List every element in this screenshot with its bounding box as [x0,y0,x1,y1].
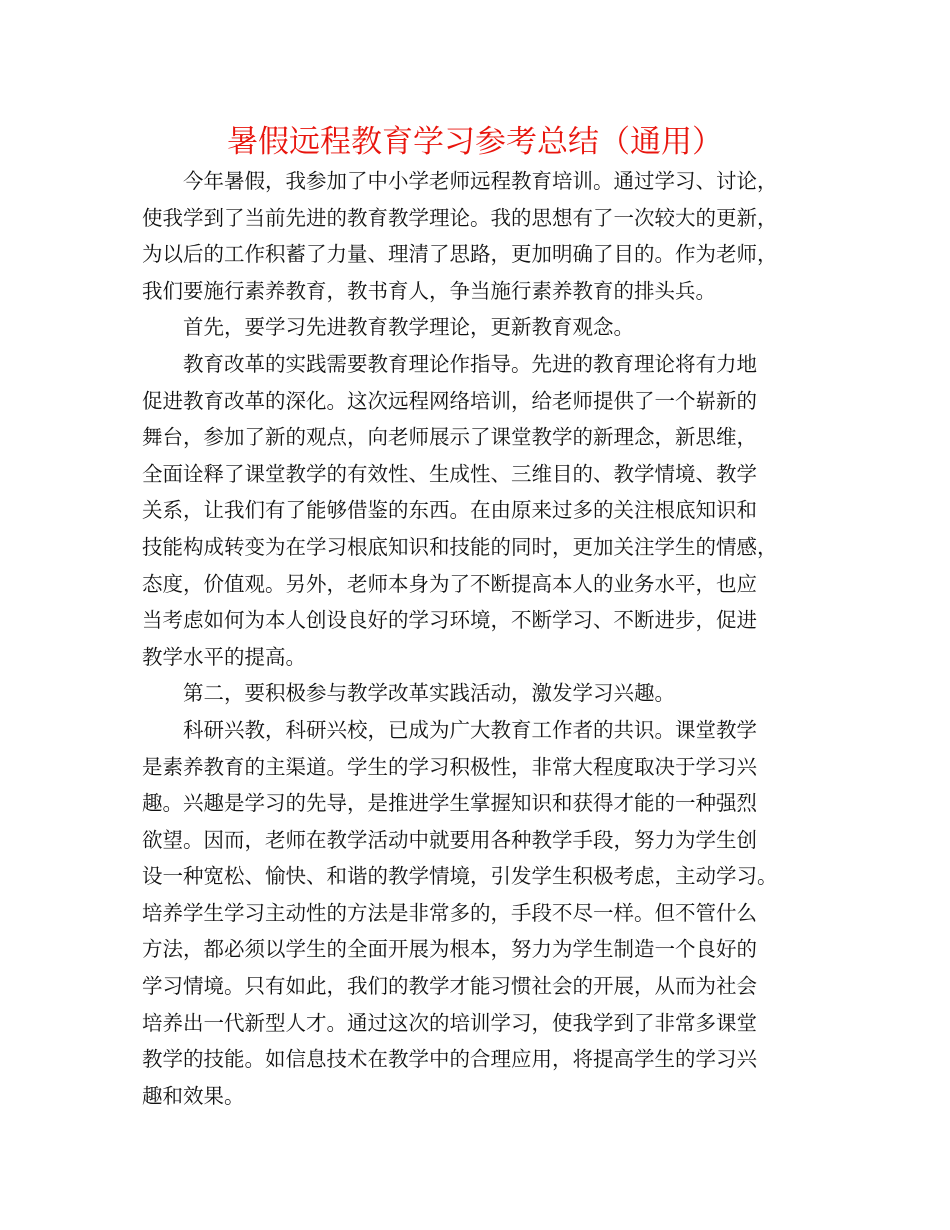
body-line: 关系，让我们有了能够借鉴的东西。在由原来过多的关注根底知识和 [142,498,757,523]
body-line: 培养学生学习主动性的方法是非常多的，手段不尽一样。但不管什么 [142,900,757,925]
body-line: 第二，要积极参与教学改革实践活动，激发学习兴趣。 [183,681,675,706]
body-line: 使我学到了当前先进的教育教学理论。我的思想有了一次较大的更新， [142,205,778,230]
body-line: 舞台，参加了新的观点，向老师展示了课堂教学的新理念，新思维， [142,425,757,450]
document-body [142,163,842,1114]
body-line: 教学水平的提高。 [142,644,306,669]
body-line: 科研兴教，科研兴校，已成为广大教育工作者的共识。课堂教学 [183,717,757,742]
body-line: 方法，都必须以学生的全面开展为根本，努力为学生制造一个良好的 [142,937,757,962]
body-line: 趣和效果。 [142,1083,245,1108]
body-line: 我们要施行素养教育，教书育人，争当施行素养教育的排头兵。 [142,278,716,303]
document-title: 暑假远程教育学习参考总结（通用） [227,124,723,160]
body-line: 趣。兴趣是学习的先导，是推进学生掌握知识和获得才能的一种强烈 [142,791,757,816]
body-line: 设一种宽松、愉快、和谐的教学情境，引发学生积极考虑，主动学习。 [142,864,778,889]
body-line: 促进教育改革的深化。这次远程网络培训，给老师提供了一个崭新的 [142,388,757,413]
body-line: 教学的技能。如信息技术在教学中的合理应用，将提高学生的学习兴 [142,1047,757,1072]
body-line: 是素养教育的主渠道。学生的学习积极性，非常大程度取决于学习兴 [142,754,757,779]
body-line: 为以后的工作积蓄了力量、理清了思路，更加明确了目的。作为老师， [142,242,778,267]
body-line: 学习情境。只有如此，我们的教学才能习惯社会的开展，从而为社会 [142,974,757,999]
body-line: 首先，要学习先进教育教学理论，更新教育观念。 [183,315,634,340]
body-line: 态度，价值观。另外，老师本身为了不断提高本人的业务水平，也应 [142,571,757,596]
body-line: 教育改革的实践需要教育理论作指导。先进的教育理论将有力地 [183,351,757,376]
body-line: 当考虑如何为本人创设良好的学习环境，不断学习、不断进步，促进 [142,608,757,633]
body-line: 培养出一代新型人才。通过这次的培训学习，使我学到了非常多课堂 [142,1010,757,1035]
body-line: 全面诠释了课堂教学的有效性、生成性、三维目的、教学情境、教学 [142,461,757,486]
body-line: 技能构成转变为在学习根底知识和技能的同时，更加关注学生的情感， [142,534,778,559]
body-line: 今年暑假，我参加了中小学老师远程教育培训。通过学习、讨论， [183,169,778,193]
body-line: 欲望。因而，老师在教学活动中就要用各种教学手段，努力为学生创 [142,827,757,852]
